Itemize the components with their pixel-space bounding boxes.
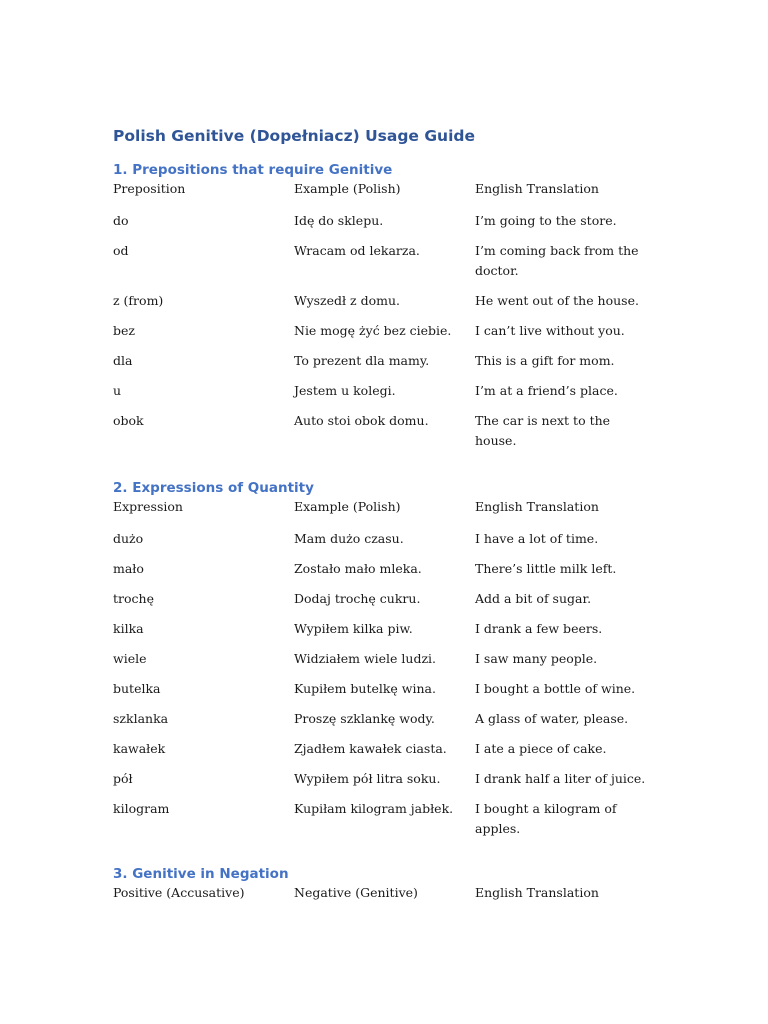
table-cell: kilogram — [113, 801, 170, 816]
table-cell: mało — [113, 561, 144, 576]
table-cell: kawałek — [113, 741, 166, 756]
table-cell: I can’t live without you. — [475, 323, 625, 338]
section-prepositions — [113, 161, 673, 451]
table-row — [113, 559, 673, 579]
table-cell: The car is next to the house. — [475, 413, 611, 448]
section-heading: 3. Genitive in Negation — [113, 866, 289, 882]
negation-table — [113, 883, 673, 905]
table-cell: bez — [113, 323, 135, 338]
table-row — [113, 529, 673, 549]
table-cell: Wracam od lekarza. — [294, 243, 420, 258]
column-header: Example (Polish) — [294, 181, 401, 196]
table-cell: I drank half a liter of juice. — [475, 771, 646, 786]
table-cell: Zostało mało mleka. — [294, 561, 422, 576]
prepositions-table — [113, 179, 673, 451]
table-cell: I bought a kilogram of apples. — [475, 801, 617, 836]
table-row — [113, 411, 673, 451]
table-header-row — [113, 883, 673, 905]
table-cell: I ate a piece of cake. — [475, 741, 607, 756]
table-row — [113, 679, 673, 699]
section-quantity — [113, 479, 673, 839]
table-row — [113, 709, 673, 729]
table-row — [113, 619, 673, 639]
section-heading: 2. Expressions of Quantity — [113, 480, 314, 496]
table-cell: I saw many people. — [475, 651, 598, 666]
table-cell: To prezent dla mamy. — [294, 353, 430, 368]
table-cell: I’m going to the store. — [475, 213, 617, 228]
table-cell: Kupiłam kilogram jabłek. — [294, 801, 454, 816]
document-page — [113, 124, 673, 905]
table-cell: butelka — [113, 681, 161, 696]
table-row — [113, 351, 673, 371]
table-cell: This is a gift for mom. — [475, 353, 615, 368]
table-cell: Idę do sklepu. — [294, 213, 384, 228]
table-row — [113, 769, 673, 789]
table-cell: Wypiłem pół litra soku. — [294, 771, 441, 786]
table-cell: Widziałem wiele ludzi. — [294, 651, 437, 666]
column-header: Preposition — [113, 181, 186, 196]
table-cell: Zjadłem kawałek ciasta. — [294, 741, 447, 756]
table-cell: dla — [113, 353, 133, 368]
column-header: Positive (Accusative) — [113, 885, 245, 900]
quantity-table — [113, 497, 673, 839]
table-cell: Jestem u kolegi. — [294, 383, 396, 398]
column-header: English Translation — [475, 885, 599, 900]
table-cell: dużo — [113, 531, 144, 546]
table-cell: I drank a few beers. — [475, 621, 603, 636]
table-cell: I have a lot of time. — [475, 531, 599, 546]
table-row — [113, 381, 673, 401]
table-cell: kilka — [113, 621, 144, 636]
column-header: Expression — [113, 499, 183, 514]
table-cell: I’m coming back from the doctor. — [475, 243, 639, 278]
table-row — [113, 649, 673, 669]
table-cell: u — [113, 383, 122, 398]
table-cell: od — [113, 243, 129, 258]
table-cell: Dodaj trochę cukru. — [294, 591, 421, 606]
table-header-row — [113, 179, 673, 201]
table-cell: pół — [113, 771, 133, 786]
table-cell: z (from) — [113, 293, 164, 308]
table-row — [113, 321, 673, 341]
table-cell: I bought a bottle of wine. — [475, 681, 636, 696]
table-row — [113, 589, 673, 609]
column-header: Negative (Genitive) — [294, 885, 418, 900]
table-cell: I’m at a friend’s place. — [475, 383, 618, 398]
table-cell: do — [113, 213, 129, 228]
table-row — [113, 211, 673, 231]
table-cell: Nie mogę żyć bez ciebie. — [294, 323, 452, 338]
table-row — [113, 291, 673, 311]
table-cell: There’s little milk left. — [475, 561, 617, 576]
table-cell: Add a bit of sugar. — [475, 591, 592, 606]
table-cell: szklanka — [113, 711, 169, 726]
section-negation — [113, 865, 673, 905]
table-row — [113, 739, 673, 759]
table-cell: trochę — [113, 591, 154, 606]
table-cell: Proszę szklankę wody. — [294, 711, 435, 726]
column-header: Example (Polish) — [294, 499, 401, 514]
section-heading: 1. Prepositions that require Genitive — [113, 162, 393, 178]
table-cell: Wyszedł z domu. — [294, 293, 401, 308]
table-row — [113, 799, 673, 839]
table-cell: A glass of water, please. — [475, 711, 629, 726]
table-cell: He went out of the house. — [475, 293, 639, 308]
table-cell: Mam dużo czasu. — [294, 531, 404, 546]
table-row — [113, 241, 673, 281]
table-cell: Wypiłem kilka piw. — [294, 621, 413, 636]
table-cell: Auto stoi obok domu. — [294, 413, 429, 428]
table-cell: wiele — [113, 651, 147, 666]
table-header-row — [113, 497, 673, 519]
table-cell: Kupiłem butelkę wina. — [294, 681, 436, 696]
column-header: English Translation — [475, 499, 599, 514]
document-title: Polish Genitive (Dopełniacz) Usage Guide — [113, 127, 476, 145]
table-cell: obok — [113, 413, 144, 428]
column-header: English Translation — [475, 181, 599, 196]
